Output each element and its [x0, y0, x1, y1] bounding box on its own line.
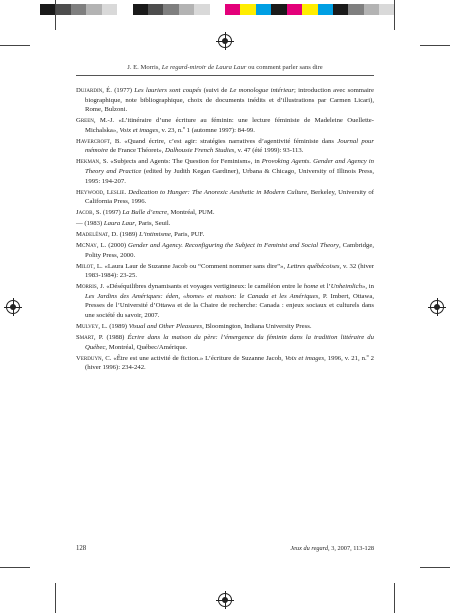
running-header	[76, 64, 374, 71]
color-swatch	[348, 4, 363, 15]
entry-title: La Bulle d’encre	[122, 209, 168, 217]
header-title: Le regard-miroir de Laura Laur	[161, 64, 247, 71]
entry-author: Havercroft, B.	[76, 137, 121, 145]
journal-title: Jeux du regard	[290, 545, 329, 552]
color-swatch	[163, 4, 178, 15]
color-swatch	[364, 4, 379, 15]
entry-title: home	[303, 283, 319, 291]
color-swatch	[287, 4, 302, 15]
bibliography-entry: Verduyn, C. «Être est une activité de fiction.» L’écriture de Suzanne Jacob, Voix et images, 1996, v. 21, n.º 2 (hiver 1996): 234-242.	[76, 354, 375, 372]
color-swatch	[318, 4, 333, 15]
entry-title: L’intimisme	[139, 231, 171, 239]
printer-color-bar	[40, 4, 410, 15]
entry-author: Jacob, S.	[76, 209, 102, 217]
entry-author: Smart, P.	[76, 333, 104, 341]
bibliography-entry: Dujardin, É. (1977) Les lauriers sont coupés (suivi de Le monologue intérieur; introduction avec sommaire biographique, note bibliographique, choix de documents inédits et d’illustrations par Carmen Licari), Rome, Bulzoni.	[76, 87, 374, 114]
crop-mark	[420, 45, 450, 46]
entry-title: Dedication to Hunger: The Anorexic Aesthetic in Modern Culture	[128, 188, 307, 196]
color-swatch	[148, 4, 163, 15]
color-swatch	[271, 4, 286, 15]
entry-author: Heywood, Leslie.	[76, 188, 127, 196]
color-swatch	[256, 4, 271, 15]
bibliography-entry: Hekman, S. «Subjects and Agents: The Question for Feminism», in Provoking Agents. Gender and Agency in Theory and Practice (edited by Judith Kegan Gardiner), Urbana & Chicago, University of Illinois Press, 1995: 194-207.	[76, 158, 374, 185]
color-swatch	[240, 4, 255, 15]
color-swatch	[133, 4, 148, 15]
color-swatch	[210, 4, 225, 15]
entry-author: Green, M.-J.	[76, 117, 115, 125]
color-swatch	[333, 4, 348, 15]
bibliography-entry: Smart, P. (1988) Écrire dans la maison du père: l’émergence du féminin dans la tradition littéraire du Québec, Montréal, Québec/Amérique.	[76, 333, 374, 351]
crop-mark	[420, 567, 450, 568]
crop-mark	[394, 0, 395, 30]
entry-title: Unheimlich	[330, 283, 362, 291]
journal-issue: , 3, 2007, 113-128	[328, 545, 374, 552]
crop-mark	[394, 583, 395, 613]
bibliography-entry: Heywood, Leslie. Dedication to Hunger: The Anorexic Aesthetic in Modern Culture, Berkeley, University of California Press, 1996.	[76, 188, 374, 206]
crop-mark	[55, 583, 56, 613]
entry-title: Voix et images	[119, 126, 159, 134]
color-swatch	[117, 4, 132, 15]
bibliography-entry: Morris, J. «Déséquilibres dynamisants et voyages vertigineux: le caméléon entre le home et l’Unheimlich», in Les Jardins des Amériques: éden, «home» et maison: le Canada et les Amériques, P. Imbert, Ottawa, Presses de l’Université d’Ottawa et de la Chaire de recherche: Canada : enjeux sociaux et culturels dans une société du savoir, 2007.	[76, 283, 375, 319]
crop-mark	[0, 567, 30, 568]
registration-mark	[218, 34, 232, 48]
bibliography-entry: Green, M.-J. «L’itinéraire d’une écriture au féminin: une lecture féministe de Madeleine Ouellette-Michalska», Voix et images, v. 23, n.º 1 (automne 1997): 84-99.	[76, 117, 374, 134]
color-swatch	[302, 4, 317, 15]
bibliography-entry: Havercroft, B. «Quand écrire, c’est agir: stratégies narratives d’agentivité féministe dans Journal pour mémoire de France Théoret», Dalhousie French Studies, v. 47 (été 1999): 93-113.	[76, 137, 374, 155]
registration-mark	[6, 300, 20, 314]
entry-author: Morris, J.	[76, 283, 105, 291]
entry-title: Écrire dans la maison du père: l’émergence du féminin dans la tradition littéraire du Québec	[85, 333, 374, 351]
entry-title: Lettres québécoises	[287, 262, 340, 270]
entry-title: Voix et images	[284, 354, 325, 362]
color-swatch	[71, 4, 86, 15]
header-rule	[76, 75, 374, 76]
bibliography-entry: Milot, L. «Laura Laur de Suzanne Jacob ou “Comment nommer sans dire”», Lettres québécoises, v. 32 (hiver 1983-1984): 23-25.	[76, 262, 374, 280]
bibliography-entry: Mulvey, L. (1989) Visual and Other Pleasures, Bloomington, Indiana University Press.	[76, 322, 312, 330]
entry-title: Gender and Agency. Reconfiguring the Subject in Feminist and Social Theory	[128, 242, 339, 250]
registration-mark	[218, 593, 232, 607]
bibliography-entry: Madelénat, D. (1989) L’intimisme, Paris, PUF.	[76, 231, 205, 239]
color-swatch	[40, 4, 55, 15]
crop-mark	[55, 0, 56, 30]
entry-title: Visual and Other Pleasures	[128, 322, 203, 330]
color-swatch	[102, 4, 117, 15]
journal-citation	[290, 545, 374, 552]
entry-author: McNay, L.	[76, 242, 107, 250]
entry-author: Verduyn, C.	[76, 354, 112, 362]
bibliography-entry: Jacob, S. (1997) La Bulle d’encre, Montréal, PUM.	[76, 209, 215, 217]
entry-title: Le monologue intérieur	[229, 87, 295, 94]
bibliography-entry: — (1983) Laura Laur, Paris, Seuil.	[76, 220, 171, 228]
entry-title: Journal pour mémoire	[85, 137, 374, 155]
color-swatch	[379, 4, 394, 15]
entry-title: Les lauriers sont coupés	[134, 87, 202, 94]
entry-author: Milot, L.	[76, 262, 103, 270]
entry-title: Les Jardins des Amériques: éden, «home» et maison: le Canada et les Amériques	[85, 292, 319, 300]
crop-mark	[0, 45, 30, 46]
color-swatch	[194, 4, 209, 15]
entry-title: Laura Laur	[103, 220, 135, 228]
entry-author: Hekman, S.	[76, 158, 109, 166]
page-number: 128	[76, 545, 87, 552]
bibliography	[76, 86, 374, 374]
bibliography-entry: McNay, L. (2000) Gender and Agency. Reconfiguring the Subject in Feminist and Social Theory, Cambridge, Polity Press, 2000.	[76, 242, 374, 259]
entry-author: Madelénat, D.	[76, 231, 118, 239]
entry-title: Provoking Agents. Gender and Agency in Theory and Practice	[85, 158, 374, 175]
entry-author: Mulvey, L.	[76, 322, 108, 330]
color-swatch	[395, 4, 410, 15]
header-suffix: ou comment parler sans dire	[246, 64, 323, 71]
entry-title: Dalhousie French Studies	[165, 147, 235, 155]
entry-author: Dujardin, É.	[76, 87, 112, 94]
color-swatch	[225, 4, 240, 15]
registration-mark	[430, 300, 444, 314]
color-swatch	[86, 4, 101, 15]
color-swatch	[55, 4, 70, 15]
header-prefix: J. E. Morris,	[127, 64, 162, 71]
color-swatch	[179, 4, 194, 15]
